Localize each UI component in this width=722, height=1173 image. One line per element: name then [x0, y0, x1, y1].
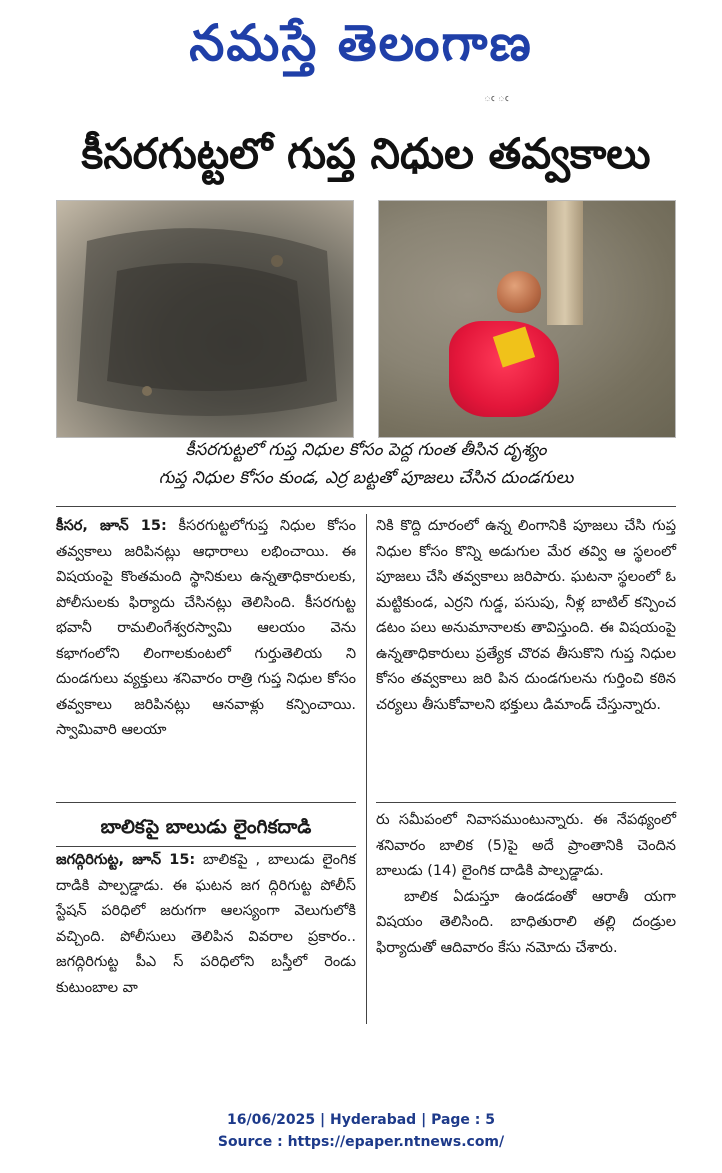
divider-top [56, 506, 676, 507]
photo-caption [56, 436, 676, 494]
header-mark: ఁ ఁ [484, 90, 509, 104]
article2-column-2 [376, 808, 676, 1024]
divider-col2 [376, 802, 676, 803]
article1-dateline: కీసర, జూన్ 15: [56, 518, 167, 534]
masthead-logo: నమస్తే తెలంగాణ [189, 14, 533, 72]
divider-subhead-bottom [56, 846, 356, 847]
article-headline: కీసరగుట్టలో గుప్త నిధుల తవ్వకాలు [81, 129, 651, 178]
column-divider [366, 514, 367, 1024]
article1-column-2 [376, 514, 676, 796]
caption-line-1: కీసరగుట్టలో గుప్త నిధుల కోసం పెద్ద గుంత తీసిన దృశ్యం [185, 440, 547, 460]
article1-column-1 [56, 514, 356, 796]
clay-pot [497, 271, 541, 313]
article2-headline: బాలికపై బాలుడు లైంగికదాడి [100, 816, 312, 838]
pit-illustration [57, 201, 353, 437]
caption-line-2: గుప్త నిధుల కోసం కుండ, ఎర్ర బట్టతో పూజలు చేసిన దుండగులు [158, 468, 574, 488]
footer-date-line: 16/06/2025 | Hyderabad | Page : 5 [226, 1112, 496, 1128]
article2-dateline: జగద్గిరిగుట్ట, జూన్ 15: [56, 852, 196, 868]
article2-body-1: బాలికపై , బాలుడు లైంగిక దాడికి పాల్పడ్డాడు. ఈ ఘటన జగ ద్గిరిగుట్ట పోలీస్ స్టేషన్ పరిధిలో జరుగగా ఆలస్యంగా వెలుగులోకి వచ్చింది. పోలీసులు తెలిపిన వివరాల ప్రకారం.. జగద్గిరిగుట్ట పీఎ స్ పరిధిలోని బస్తీలో రెండు కుటుంబాల వా [56, 852, 357, 996]
footer-source-line: Source : https://epaper.ntnews.com/ [217, 1134, 505, 1150]
wooden-post [547, 201, 583, 325]
article2-body-2b: బాలిక ఏడుస్తూ ఉండడంతో ఆరాతీ యగా విషయం తెలిసింది. బాధితురాలి తల్లి దండ్రుల ఫిర్యాదుతో ఆదివారం కేసు నమోదు చేశారు. [376, 888, 676, 956]
article2-body-2a: రు సమీపంలో నివాసముంటున్నారు. ఈ నేపథ్యంలో శనివారం బాలిక (5)పై అదే ప్రాంతానికి చెందిన బాలుడు (14) లైంగిక దాడికి పాల్పడ్డాడు. [376, 812, 676, 879]
article1-body-2: నికి కొద్ది దూరంలో ఉన్న లింగానికి పూజలు చేసి గుప్త నిధుల కోసం కొన్ని అడుగుల మేర తవ్వి ఆ స్థలంలో పూజలు చేసి తవ్వకాలు జరిపారు. ఘటనా స్థలంలో ఓ మట్టికుండ, ఎర్రని గుడ్డ, పసుపు, నీళ్ల బాటిల్ కన్పించ డటం పలు అనుమానాలకు తావిస్తుంది. ఈ విషయంపై ఉన్నతాధికారులు ప్రత్యేక చొరవ తీసుకొని గుప్త నిధుల కోసం తవ్వకాలు జరి పిన దుండగులను గుర్తించి కఠిన చర్యలు తీసుకోవాలని భక్తులు డిమాండ్ చేస్తున్నారు. [376, 518, 676, 713]
article1-body-1: కీసరగుట్టలోగుప్త నిధుల కోసం తవ్వకాలు జరిపినట్లు ఆధారాలు లభించాయి. ఈ విషయంపై కొంతమంది స్థానికులు ఉన్నతాధికారులకు, పోలీసులకు ఫిర్యాదు చేసినట్లు తెలిసింది. కీసరగుట్ట భవానీ రామలింగేశ్వరస్వామి ఆలయం వెను కభాగంలోని లింగాలకుంటలో గుర్తుతెలియ ని దుండగులు వ్యక్తులు శనివారం రాత్రి గుప్త నిధుల కోసం తవ్వకాలు జరిపినట్లు ఆనవాళ్లు కన్పించాయి. స్వామివారి ఆలయా [56, 518, 357, 738]
photo-pit [56, 200, 354, 438]
divider-subhead-top [56, 802, 356, 803]
photo-pot-cloth [378, 200, 676, 438]
article2-column-1 [56, 848, 356, 1024]
